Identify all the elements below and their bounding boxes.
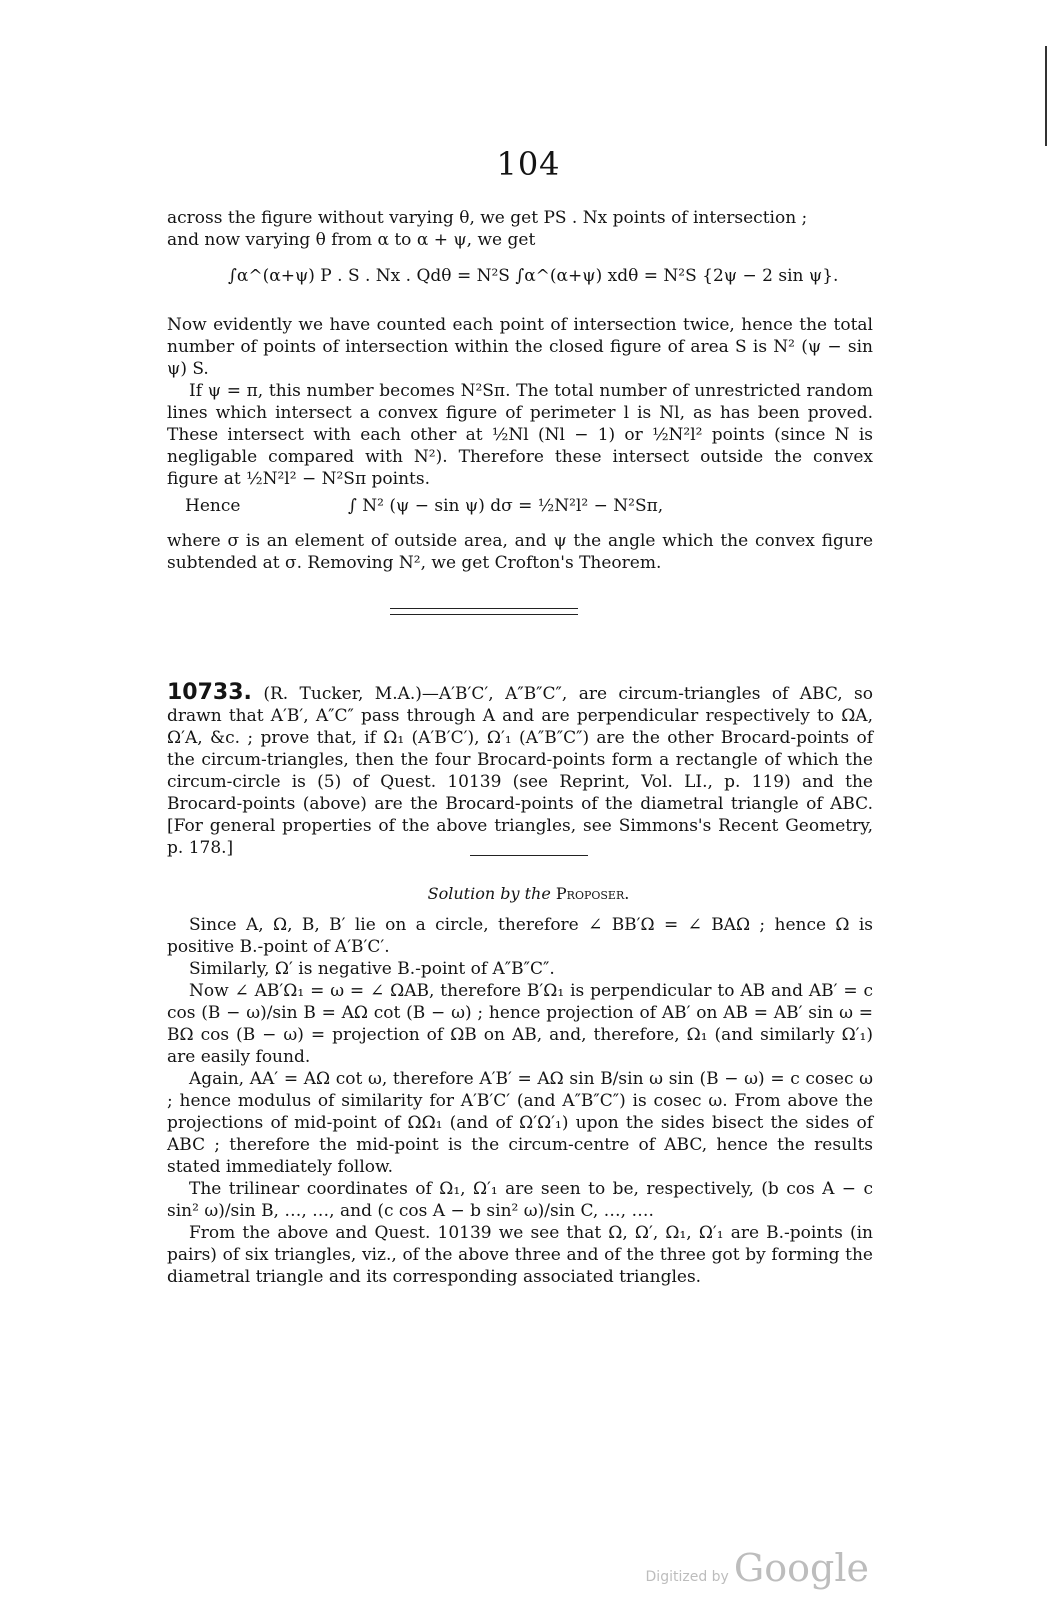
digitized-watermark [646,1546,869,1590]
intro-line-2: and now varying θ from α to α + ψ, we get [167,230,536,250]
section-rule-bottom [390,614,578,615]
solution-heading-name: Proposer. [555,884,630,903]
solution-paragraph: Now ∠ AB′Ω₁ = ω = ∠ ΩAB, therefore B′Ω₁ is perpendicular to AB and AB′ = c cos (B − ω)/sin B = AΩ cot (B − ω) ; hence projection of AB′ on AB = AB′ sin ω = BΩ cos (B − ω) = projection of ΩB on AB, and, therefore, Ω₁ (and similarly Ω′₁) are easily found. [167,981,873,1067]
solution-paragraph: Since A, Ω, B, B′ lie on a circle, therefore ∠ BB′Ω = ∠ BAΩ ; hence Ω is positive B.-point of A′B′C′. [167,915,873,957]
question-block [167,682,873,859]
intro-paragraphs [167,314,873,490]
solution-heading-prefix: Solution by the [427,884,551,903]
solution-paragraph: Again, AA′ = AΩ cot ω, therefore A′B′ = AΩ sin B/sin ω sin (B − ω) = c cosec ω ; hence modulus of similarity for A′B′C′ (and A″B″C″) is cosec ω. From above the projections of mid-point of ΩΩ₁ (and of Ω′Ω′₁) upon the sides bisect the sides of ABC ; therefore the mid-point is the circum-centre of ABC, hence the results stated immediately follow. [167,1069,873,1177]
page-number: 104 [496,145,561,183]
scan-margin-line [1045,46,1047,146]
para-where: where σ is an element of outside area, and ψ the angle which the convex figure subtended at σ. Removing N², we get Crofton's Theorem. [167,531,873,573]
question-rule [470,855,588,856]
where-paragraph-block [167,530,873,574]
hence-equation: ∫ N² (ψ − sin ψ) dσ = ½N²l² − N²Sπ, [348,496,664,516]
intro-line-1: across the figure without varying θ, we get PS . Nx points of intersection ; [167,208,808,228]
solution-paragraph: The trilinear coordinates of Ω₁, Ω′₁ are seen to be, respectively, (b cos A − c sin² ω)/sin B, …, …, and (c cos A − b sin² ω)/sin C, …, …. [167,1179,873,1221]
google-logo: Google [733,1546,869,1590]
watermark-small-text: Digitized by [645,1569,729,1585]
hence-label: Hence [185,496,241,516]
solution-paragraph: From the above and Quest. 10139 we see that Ω, Ω′, Ω₁, Ω′₁ are B.-points (in pairs) of six triangles, viz., of the above three and of the three got by forming the diametral triangle and its corresponding associated triangles. [167,1223,873,1287]
para-counted: Now evidently we have counted each point of intersection twice, hence the total number of points of intersection within the closed figure of area S is N² (ψ − sin ψ) S. [167,315,873,379]
question-text: (R. Tucker, M.A.)—A′B′C′, A″B″C″, are circum-triangles of ABC, so drawn that A′B′, A″C″ pass through A and are perpendicular respectively to ΩA, Ω′A, &c. ; prove that, if Ω₁ (A′B′C′), Ω′₁ (A″B″C″) are the other Brocard-points of the circum-triangles, then the four Brocard-points form a rectangle of which the circum-circle is (5) of Quest. 10139 (see Reprint, Vol. LI., p. 119) and the Brocard-points (above) are the Brocard-points of the diametral triangle of ABC. [For general properties of the above triangles, see Simmons's Recent Geometry, p. 178.] [167,684,873,858]
intro-lines [167,207,873,251]
question-number: 10733. [167,680,252,705]
para-if: If ψ = π, this number becomes N²Sπ. The total number of unrestricted random lines which intersect a convex figure of perimeter l is Nl, as has been proved. These intersect with each other at ½Nl (Nl − 1) or ½N²l² points (since N is negligable compared with N²). Therefore these intersect outside the convex figure at ½N²l² − N²Sπ points. [167,381,873,489]
solution-heading [0,884,1057,903]
integral-equation: ∫α^(α+ψ) P . S . Nx . Qdθ = N²S ∫α^(α+ψ) xdθ = N²S {2ψ − 2 sin ψ}. [228,266,839,286]
section-rule-top [390,608,578,609]
solution-body [167,914,873,1288]
solution-paragraph: Similarly, Ω′ is negative B.-point of A″B″C″. [189,959,555,979]
